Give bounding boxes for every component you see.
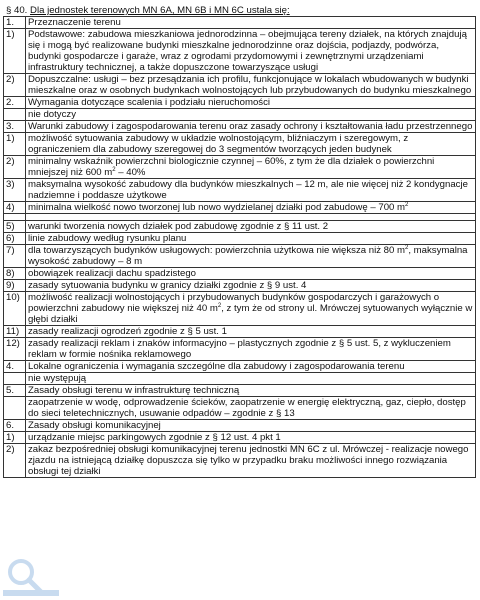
table-row bbox=[4, 179, 476, 202]
row-text: Podstawowe: zabudowa mieszkaniowa jednorodzinna – obejmująca tereny działek, na których znajdują się i mogą być realizowane budynki mieszkalne jednorodzinne oraz dojścia, podjazdy, podwórza, budynki gospodarcze i garaże, wraz z ogrodami przydomowymi i zewnętrznymi urządzeniami infrastruktury technicznej, a także dopuszczone towarzyszące usługi bbox=[26, 29, 476, 74]
page-break-gap bbox=[4, 214, 476, 221]
row-number: 3) bbox=[4, 179, 26, 202]
row-number: 1) bbox=[4, 133, 26, 156]
row-number: 7) bbox=[4, 245, 26, 268]
row-text: maksymalna wysokość zabudowy dla budynków mieszkalnych – 12 m, ale nie więcej niż 2 kondygnacje nadziemne i poddasze użytkowe bbox=[26, 179, 476, 202]
row-text: minimalna wielkość nowo tworzonej lub nowo wydzielanej działki pod zabudowę – 700 $m^2$ bbox=[26, 202, 476, 214]
table-row bbox=[4, 109, 476, 121]
table-row bbox=[4, 385, 476, 397]
row-number bbox=[4, 109, 26, 121]
table-row bbox=[4, 338, 476, 361]
row-number: 3. bbox=[4, 121, 26, 133]
table-row bbox=[4, 444, 476, 478]
lupa-logo-watermark-icon bbox=[1, 554, 61, 598]
row-text: warunki tworzenia nowych działek pod zabudowę zgodnie z § 11 ust. 2 bbox=[26, 221, 476, 233]
section-heading bbox=[6, 5, 290, 16]
table-row bbox=[4, 268, 476, 280]
table-row bbox=[4, 17, 476, 29]
table-row bbox=[4, 361, 476, 373]
row-text: Lokalne ograniczenia i wymagania szczególne dla zabudowy i zagospodarowania terenu bbox=[26, 361, 476, 373]
row-text: zaopatrzenie w wodę, odprowadzenie ścieków, zaopatrzenie w energię elektryczną, gaz, ciepło, dostęp do sieci teletechnicznych, usuwanie odpadów – zgodnie z § 13 bbox=[26, 397, 476, 420]
table-row bbox=[4, 432, 476, 444]
row-number: 10) bbox=[4, 292, 26, 326]
table-row bbox=[4, 397, 476, 420]
table-row bbox=[4, 292, 476, 326]
table-row bbox=[4, 245, 476, 268]
section-number: § 40. bbox=[6, 5, 31, 16]
row-number: 4. bbox=[4, 361, 26, 373]
row-text: Dopuszczalne: usługi – bez przesądzania ich profilu, funkcjonujące w lokalach wbudowanych w budynki mieszkalne oraz w osobnych budynkach wolnostojących lub przybudowanych do budynku mieszkalnego bbox=[26, 74, 476, 97]
row-text: możliwość realizacji wolnostojących i przybudowanych budynków gospodarczych i garażowych o powierzchni zabudowy nie większej niż 40 $m^2$, z tym że od strony ul. Mrówczej sytuowanych wyłącznie w głębi działki bbox=[26, 292, 476, 326]
row-text: Zasady obsługi komunikacyjnej bbox=[26, 420, 476, 432]
row-text: Wymagania dotyczące scalenia i podziału nieruchomości bbox=[26, 97, 476, 109]
row-text: Zasady obsługi terenu w infrastrukturę techniczną bbox=[26, 385, 476, 397]
row-number: 1) bbox=[4, 432, 26, 444]
row-text: zakaz bezpośredniej obsługi komunikacyjnej terenu jednostki MN 6C z ul. Mrówczej - realizacje nowego zjazdu na istniejącą działkę dopuszcza się tylko w przypadku braku możliwości innego rozwiązania obsługi tej działki bbox=[26, 444, 476, 478]
row-number: 2) bbox=[4, 156, 26, 179]
row-number: 1. bbox=[4, 17, 26, 29]
row-text: urządzanie miejsc parkingowych zgodnie z § 12 ust. 4 pkt 1 bbox=[26, 432, 476, 444]
table-row bbox=[4, 74, 476, 97]
table-row bbox=[4, 280, 476, 292]
row-text: zasady sytuowania budynku w granicy działki zgodnie z § 9 ust. 4 bbox=[26, 280, 476, 292]
row-text: obowiązek realizacji dachu spadzistego bbox=[26, 268, 476, 280]
row-text: nie występują bbox=[26, 373, 476, 385]
row-number: 6. bbox=[4, 420, 26, 432]
row-number: 4) bbox=[4, 202, 26, 214]
row-number: 9) bbox=[4, 280, 26, 292]
row-number: 5) bbox=[4, 221, 26, 233]
section-title: Dla jednostek terenowych MN 6A, MN 6B i MN 6C ustala się: bbox=[30, 5, 290, 16]
row-number bbox=[4, 397, 26, 420]
table-row bbox=[4, 97, 476, 109]
table-row bbox=[4, 121, 476, 133]
row-number: 12) bbox=[4, 338, 26, 361]
row-number: 11) bbox=[4, 326, 26, 338]
row-text: zasady realizacji ogrodzeń zgodnie z § 5 ust. 1 bbox=[26, 326, 476, 338]
table-row bbox=[4, 233, 476, 245]
row-number bbox=[4, 373, 26, 385]
row-number: 2. bbox=[4, 97, 26, 109]
regulation-table bbox=[3, 16, 476, 478]
table-row bbox=[4, 133, 476, 156]
row-text: linie zabudowy według rysunku planu bbox=[26, 233, 476, 245]
row-text: nie dotyczy bbox=[26, 109, 476, 121]
row-text: zasady realizacji reklam i znaków informacyjno – plastycznych zgodnie z § 5 ust. 5, z wykluczeniem reklam w formie nośnika reklamowego bbox=[26, 338, 476, 361]
table-row bbox=[4, 29, 476, 74]
row-text: Warunki zabudowy i zagospodarowania terenu oraz zasady ochrony i kształtowania ładu przestrzennego bbox=[26, 121, 476, 133]
row-number: 1) bbox=[4, 29, 26, 74]
row-number: 5. bbox=[4, 385, 26, 397]
row-number: 8) bbox=[4, 268, 26, 280]
row-number: 2) bbox=[4, 74, 26, 97]
row-text: Przeznaczenie terenu bbox=[26, 17, 476, 29]
table-row bbox=[4, 221, 476, 233]
row-text: minimalny wskaźnik powierzchni biologicznie czynnej – 60%, z tym że dla działek o powierzchni mniejszej niż 600 $m^2 - 40\%$ bbox=[26, 156, 476, 179]
row-text: dla towarzyszących budynków usługowych: powierzchnia użytkowa nie większa niż 80 $m^2$, maksymalna wysokość zabudowy – 8 m bbox=[26, 245, 476, 268]
row-number: 6) bbox=[4, 233, 26, 245]
row-number: 2) bbox=[4, 444, 26, 478]
table-row bbox=[4, 202, 476, 214]
table-row bbox=[4, 326, 476, 338]
table-row bbox=[4, 420, 476, 432]
table-row bbox=[4, 373, 476, 385]
table-row bbox=[4, 156, 476, 179]
row-text: możliwość sytuowania zabudowy w układzie wolnostojącym, bliźniaczym i szeregowym, z ograniczeniem dla zabudowy szeregowej do 3 segmentów tworzących jeden budynek bbox=[26, 133, 476, 156]
